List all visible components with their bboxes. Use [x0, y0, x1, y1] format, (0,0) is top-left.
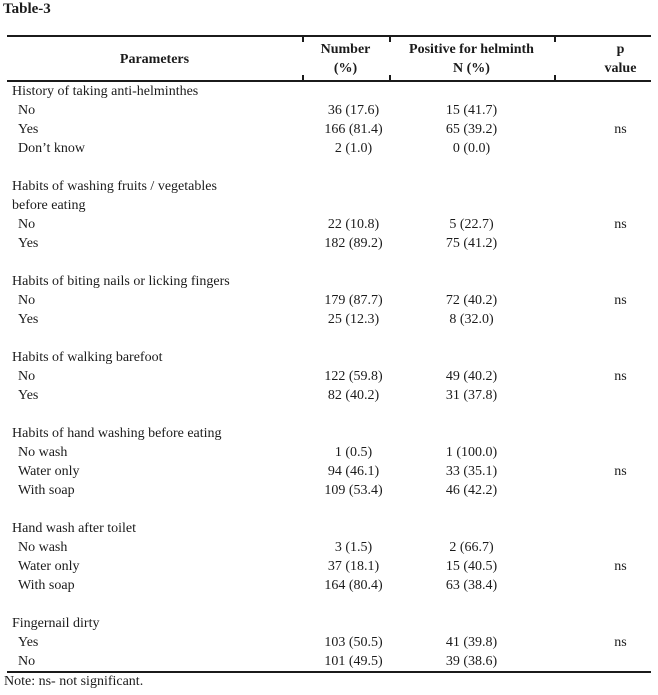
table-row: [7, 652, 651, 671]
table-row: [7, 291, 651, 310]
row-label: Yes: [18, 122, 39, 137]
row-number: 122 (59.8): [324, 369, 383, 384]
column-divider-tick: [389, 35, 391, 42]
row-label: Yes: [18, 312, 39, 327]
table-row: [7, 310, 651, 329]
table-row: [7, 557, 651, 576]
section-title-row: [7, 424, 651, 443]
table-rule-header-bottom: [7, 80, 651, 82]
row-label: With soap: [18, 483, 75, 498]
row-label: With soap: [18, 578, 75, 593]
row-positive: 1 (100.0): [445, 445, 498, 460]
row-number: 82 (40.2): [327, 388, 380, 403]
section-title: Habits of walking barefoot: [12, 350, 163, 365]
section-title: Fingernail dirty: [12, 616, 100, 631]
header-positive: [389, 40, 554, 78]
table-row: [7, 139, 651, 158]
section-title: Habits of biting nails or licking fingers: [12, 274, 230, 289]
row-label: No wash: [18, 540, 68, 555]
row-pvalue: [554, 310, 651, 329]
row-positive: 0 (0.0): [452, 141, 491, 156]
section-title-row: [7, 519, 651, 538]
row-positive: 31 (37.8): [445, 388, 498, 403]
section-title: Habits of hand washing before eating: [12, 426, 222, 441]
row-pvalue: ns: [614, 293, 627, 308]
row-pvalue: [554, 234, 651, 253]
table-row: [7, 462, 651, 481]
header-parameters: Parameters: [119, 51, 190, 67]
table-footnote: Note: ns- not significant.: [4, 674, 144, 689]
table-row: [7, 443, 651, 462]
row-positive: 75 (41.2): [445, 236, 498, 251]
row-pvalue: [554, 443, 651, 462]
row-positive: 65 (39.2): [445, 122, 498, 137]
row-positive: 41 (39.8): [445, 635, 498, 650]
column-divider-tick: [554, 75, 556, 82]
header-pvalue-line2: value: [604, 61, 637, 76]
row-number: 36 (17.6): [327, 103, 380, 118]
table-row: [7, 367, 651, 386]
row-number: 22 (10.8): [327, 217, 380, 232]
row-positive: 63 (38.4): [445, 578, 498, 593]
data-table: [7, 35, 651, 673]
row-label: No: [18, 293, 36, 308]
row-positive: 72 (40.2): [445, 293, 498, 308]
row-label: No: [18, 654, 36, 669]
table-row: [7, 538, 651, 557]
row-number: 166 (81.4): [324, 122, 383, 137]
row-label: Don’t know: [18, 141, 86, 156]
row-pvalue: ns: [614, 559, 627, 574]
row-pvalue: ns: [614, 369, 627, 384]
section-title-row: [7, 177, 651, 196]
row-pvalue: ns: [614, 217, 627, 232]
row-number: 37 (18.1): [327, 559, 380, 574]
table-row: [7, 633, 651, 652]
table-row: [7, 481, 651, 500]
column-divider-tick: [554, 35, 556, 42]
section-title-row: [7, 272, 651, 291]
header-number-line1: Number: [320, 42, 371, 57]
row-number: 182 (89.2): [324, 236, 383, 251]
section-spacer: [7, 253, 651, 272]
row-pvalue: ns: [614, 635, 627, 650]
row-positive: 49 (40.2): [445, 369, 498, 384]
row-pvalue: [554, 386, 651, 405]
table-caption: Table-3: [3, 1, 51, 17]
section-title-row: [7, 348, 651, 367]
row-number: 101 (49.5): [324, 654, 383, 669]
row-number: 94 (46.1): [327, 464, 380, 479]
table-row: [7, 101, 651, 120]
column-divider-tick: [302, 35, 304, 42]
row-number: 3 (1.5): [334, 540, 373, 555]
row-pvalue: [554, 101, 651, 120]
row-label: Yes: [18, 635, 39, 650]
table-row: [7, 120, 651, 139]
row-pvalue: [554, 576, 651, 595]
section-title: Habits of washing fruits / vegetables: [12, 179, 217, 194]
section-title: History of taking anti-helminthes: [12, 84, 199, 99]
row-label: Yes: [18, 388, 39, 403]
row-positive: 5 (22.7): [449, 217, 494, 232]
table-header-row: [7, 37, 651, 80]
section-title-line2: before eating: [12, 198, 86, 213]
row-number: 1 (0.5): [334, 445, 373, 460]
row-label: No: [18, 369, 36, 384]
table-rule-top: [7, 35, 651, 37]
row-number: 179 (87.7): [324, 293, 383, 308]
row-number: 103 (50.5): [324, 635, 383, 650]
section-title-row: [7, 82, 651, 101]
row-label: Water only: [18, 559, 80, 574]
row-label: No wash: [18, 445, 68, 460]
row-positive: 15 (40.5): [445, 559, 498, 574]
row-positive: 46 (42.2): [445, 483, 498, 498]
header-pvalue-line1: p: [616, 42, 625, 57]
row-positive: 33 (35.1): [445, 464, 498, 479]
table-row: [7, 386, 651, 405]
section-spacer: [7, 158, 651, 177]
column-divider-tick: [389, 75, 391, 82]
row-positive: 15 (41.7): [445, 103, 498, 118]
section-spacer: [7, 500, 651, 519]
header-pvalue: [554, 40, 651, 78]
row-positive: 2 (66.7): [449, 540, 494, 555]
row-pvalue: ns: [614, 464, 627, 479]
table-row: [7, 234, 651, 253]
row-positive: 8 (32.0): [449, 312, 494, 327]
row-pvalue: [554, 139, 651, 158]
row-label: No: [18, 103, 36, 118]
header-positive-line2: N (%): [453, 61, 490, 76]
section-spacer: [7, 329, 651, 348]
header-number: [302, 40, 389, 78]
row-number: 109 (53.4): [324, 483, 383, 498]
table-row: [7, 215, 651, 234]
row-number: 2 (1.0): [334, 141, 373, 156]
section-title-row: [7, 614, 651, 633]
row-label: No: [18, 217, 36, 232]
table-row: [7, 576, 651, 595]
header-positive-line1: Positive for helminth: [409, 42, 534, 57]
row-label: Yes: [18, 236, 39, 251]
header-number-line2: (%): [333, 61, 358, 76]
row-number: 25 (12.3): [327, 312, 380, 327]
row-label: Water only: [18, 464, 80, 479]
row-pvalue: [554, 538, 651, 557]
row-positive: 39 (38.6): [445, 654, 498, 669]
row-pvalue: [554, 652, 651, 671]
section-spacer: [7, 405, 651, 424]
section-title-row: [7, 196, 651, 215]
row-pvalue: ns: [614, 122, 627, 137]
section-title: Hand wash after toilet: [12, 521, 137, 536]
row-number: 164 (80.4): [324, 578, 383, 593]
section-spacer: [7, 595, 651, 614]
column-divider-tick: [302, 75, 304, 82]
row-pvalue: [554, 481, 651, 500]
